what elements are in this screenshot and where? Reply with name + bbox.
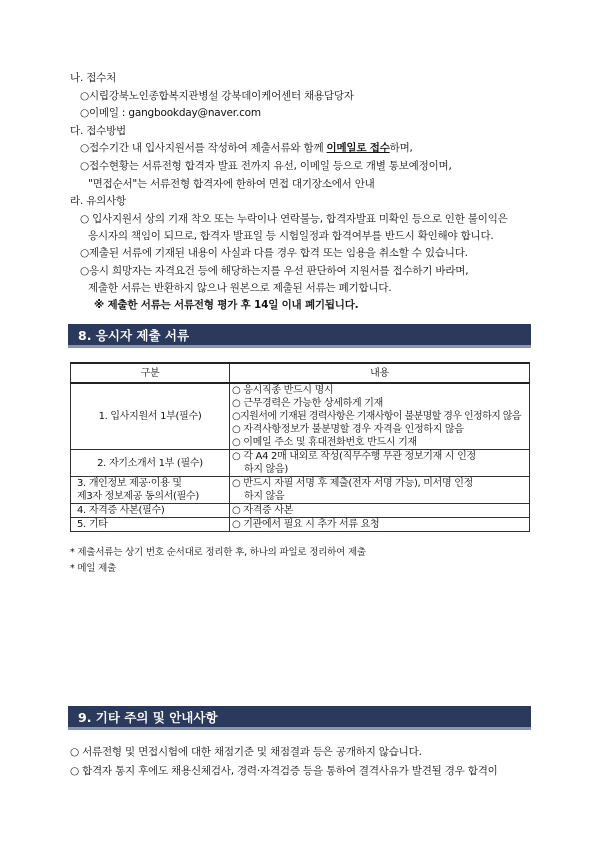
- section-8-title-bar: [68, 324, 531, 348]
- row-1-item: ○ 자격사항정보가 불분명할 경우 자격을 인정하지 않음: [232, 424, 464, 435]
- disposal-warning: ※ 제출한 서류는 서류전형 평가 후 14일 이내 폐기됩니다.: [94, 299, 359, 311]
- notes-line-1: ○ 입사지원서 상의 기재 착오 또는 누락이나 연락불능, 합격자발표 미확인 등으로 인한 불이익은: [80, 213, 508, 225]
- row-5-content: ○ 기관에서 필요 시 추가 서류 요청: [230, 518, 530, 532]
- section-9-title: 9. 기타 주의 및 안내사항: [78, 710, 218, 725]
- row-1-item: ○ 근무경력은 가능한 상세하게 기재: [232, 398, 383, 409]
- table-row: [71, 450, 530, 477]
- email-submission-emphasis: 이메일로 접수: [326, 142, 390, 154]
- notes-line-5: 제출한 서류는 반환하지 않으나 원본으로 제출된 서류는 폐기합니다.: [88, 282, 392, 294]
- section-heading-notes: 라. 유의사항: [70, 195, 126, 207]
- other-notice-line-2: ○ 합격자 통지 후에도 채용신체검사, 경력·자격검증 등을 통하여 결격사유가 발견될 경우 합격이: [70, 765, 498, 777]
- row-3-name: [71, 477, 230, 504]
- submission-note-order: * 제출서류는 상기 번호 순서대로 정리한 후, 하나의 파일로 정리하여 제출: [70, 547, 366, 558]
- section-heading-reception: 나. 접수처: [70, 72, 117, 84]
- reception-office-line: ○시립강북노인종합복지관병설 강북데이케어센터 채용담당자: [80, 90, 354, 102]
- notes-line-2: 응시자의 책임이 되므로, 합격자 발표일 등 시험일정과 합격여부를 반드시 확인해야 합니다.: [88, 230, 494, 242]
- submission-note-email: * 메일 제출: [70, 563, 117, 574]
- row-3-name-line: 제3자 정보제공 동의서(필수): [77, 491, 199, 502]
- section-9-title-bar: [68, 706, 531, 730]
- section-heading-method: 다. 접수방법: [70, 125, 126, 137]
- method-line-1-pre: ○접수기간 내 입사지원서를 작성하여 제출서류와 함께: [80, 142, 327, 154]
- table-row: [71, 383, 530, 450]
- row-2-item: ○ 각 A4 2매 내외로 작성(직무수행 무관 정보기재 시 인정: [232, 451, 476, 462]
- row-2-item: 하지 않음): [244, 464, 288, 475]
- row-1-name: 1. 입사지원서 1부(필수): [71, 383, 230, 450]
- table-row: [71, 477, 530, 504]
- reception-email-line: ○이메일 : gangbookday@naver.com: [80, 107, 261, 119]
- row-5-name: 5. 기타: [71, 518, 230, 532]
- row-1-item: ○ 응시직종 반드시 명시: [232, 385, 334, 396]
- required-documents-table: [70, 362, 530, 532]
- row-2-content: [230, 450, 530, 477]
- row-1-content: [230, 383, 530, 450]
- table-row: [71, 504, 530, 518]
- method-line-3: "면접순서"는 서류전형 합격자에 한하여 면접 대기장소에서 안내: [88, 178, 375, 190]
- row-1-item: ○지원서에 기재된 경력사항은 기재사항이 불분명할 경우 인정하지 않음: [232, 411, 521, 422]
- row-1-item: ○ 이메일 주소 및 휴대전화번호 반드시 기재: [232, 437, 417, 448]
- method-line-1: [80, 141, 413, 155]
- row-3-content: [230, 477, 530, 504]
- row-3-item: 하지 않음: [244, 491, 285, 502]
- row-3-item: ○ 반드시 자필 서명 후 제출(전자 서명 가능), 미서명 인정: [232, 478, 473, 489]
- table-header-row: [71, 363, 530, 383]
- table-row: [71, 518, 530, 532]
- row-4-content: ○ 자격증 사본: [230, 504, 530, 518]
- method-line-1-post: 하며,: [389, 142, 413, 154]
- notes-line-3: ○제출된 서류에 기재된 내용이 사실과 다를 경우 합격 또는 임용을 취소할 수 있습니다.: [80, 247, 468, 259]
- section-8-title: 8. 응시자 제출 서류: [78, 328, 190, 343]
- row-4-name: 4. 자격증 사본(필수): [71, 504, 230, 518]
- header-category: 구분: [71, 363, 230, 383]
- row-2-name: 2. 자기소개서 1부 (필수): [71, 450, 230, 477]
- other-notice-line-1: ○ 서류전형 및 면접시험에 대한 채점기준 및 채점결과 등은 공개하지 않습니다.: [70, 746, 422, 758]
- header-content: 내용: [230, 363, 530, 383]
- notes-line-4: ○응시 희망자는 자격요건 등에 해당하는지를 우선 판단하여 지원서를 접수하기 바라며,: [80, 265, 469, 277]
- method-line-2: ○접수현황는 서류전형 합격자 발표 전까지 유선, 이메일 등으로 개별 통보예정이며,: [80, 160, 452, 172]
- row-3-name-line: 3. 개인정보 제공·이용 및: [77, 478, 182, 489]
